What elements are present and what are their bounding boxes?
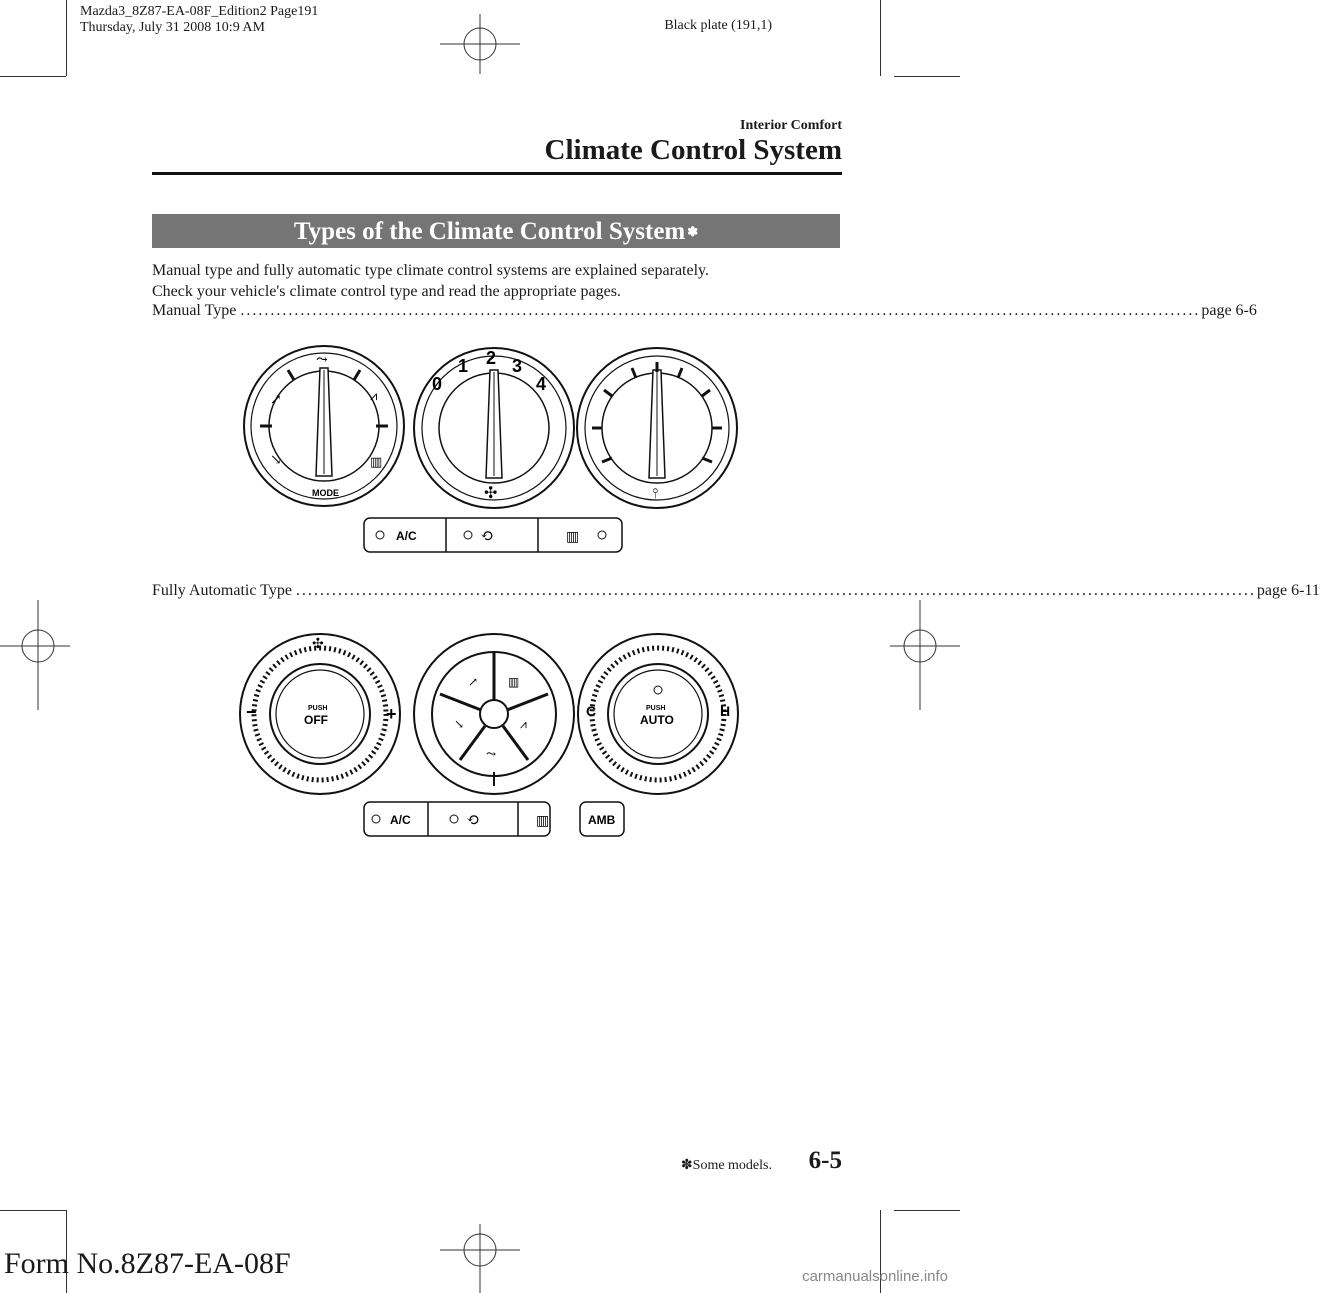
cold-label: C	[586, 703, 597, 719]
form-number: Form No.8Z87-EA-08F	[4, 1247, 291, 1280]
manual-climate-panel-figure	[240, 346, 659, 560]
toc-entry-label: Fully Automatic Type	[152, 582, 292, 599]
crop-mark	[894, 76, 960, 77]
toc-entry-page: page 6-11	[1256, 582, 1320, 599]
off-label: OFF	[304, 713, 328, 727]
registration-mark-top	[440, 14, 520, 94]
decrease-label: −	[246, 702, 257, 722]
toc-entry-label: Manual Type	[152, 302, 237, 319]
amb-button-label: AMB	[588, 813, 616, 827]
face-vent-icon: ↗	[468, 675, 479, 689]
fan-speed-3: 3	[512, 356, 523, 376]
plate-label: Black plate (191,1)	[664, 18, 772, 33]
manual-button-strip	[364, 518, 622, 552]
section-title: Interior Comfort	[740, 118, 842, 133]
footnote-text: Some models.	[692, 1158, 772, 1173]
auto-label: AUTO	[640, 713, 674, 727]
crop-mark	[880, 0, 881, 76]
toc-entry-manual	[152, 302, 1257, 320]
intro-line-2: Check your vehicle's climate control type and read the appropriate pages.	[152, 283, 621, 300]
print-file-line: Mazda3_8Z87-EA-08F_Edition2 Page191	[80, 4, 319, 19]
registration-mark-bottom	[440, 1220, 520, 1293]
heading-banner	[152, 214, 840, 248]
push-label: PUSH	[308, 705, 328, 712]
fan-icon: ✣	[312, 637, 324, 652]
chapter-title: Climate Control System	[544, 134, 842, 166]
rear-defrost-icon: ▥	[536, 814, 550, 829]
intro-line-1: Manual type and fully automatic type climate control systems are explained separately.	[152, 262, 709, 279]
mode-dial	[244, 346, 404, 506]
ac-button-label: A/C	[396, 529, 417, 543]
toc-entry-page: page 6-6	[1201, 302, 1257, 319]
toc-entry-auto	[152, 582, 1320, 600]
leader-dots	[296, 582, 1253, 600]
recirculate-icon: ⟲	[480, 528, 494, 545]
mode-selector-dial	[414, 634, 574, 794]
leader-dots	[240, 302, 1197, 320]
footnote-mark: ✽	[680, 1158, 693, 1173]
watermark: carmanualsonline.info	[802, 1268, 948, 1285]
intro-paragraph	[152, 260, 840, 302]
fan-speed-2: 2	[486, 348, 497, 368]
temperature-control-dial	[578, 634, 738, 794]
vent-icon: ↗	[270, 393, 282, 408]
auto-button-strip	[364, 802, 624, 836]
fan-control-dial	[240, 634, 400, 794]
thermometer-icon: ⫯	[652, 487, 659, 502]
floor-icon: ⤳	[486, 747, 497, 761]
floor-defrost-icon: ⩘	[520, 717, 527, 731]
auto-climate-panel-figure	[240, 630, 731, 840]
print-date-line: Thursday, July 31 2008 10:9 AM	[80, 20, 265, 35]
defrost-icon: ▥	[370, 454, 383, 469]
push-label: PUSH	[646, 705, 666, 712]
bilevel-icon: ↘	[454, 717, 465, 731]
fan-speed-0: 0	[432, 374, 443, 394]
crop-mark	[0, 76, 66, 77]
temperature-dial	[577, 348, 737, 508]
mode-label: MODE	[312, 488, 339, 498]
recirculate-icon: ⟲	[466, 812, 480, 829]
bilevel-icon: ⤳	[316, 353, 328, 368]
hot-label: H	[720, 703, 731, 719]
floor-icon: ↘	[270, 453, 282, 468]
windshield-icon: ▥	[508, 675, 520, 689]
footnote	[681, 1157, 772, 1174]
rear-defrost-icon: ▥	[566, 530, 580, 545]
page-number: 6-5	[808, 1147, 842, 1174]
fan-speed-4: 4	[536, 374, 547, 394]
crop-mark	[0, 1210, 66, 1211]
print-metadata	[80, 4, 318, 36]
crop-mark	[894, 1210, 960, 1211]
header-rule	[152, 172, 842, 175]
fan-icon: ✣	[484, 485, 498, 502]
ac-button-label: A/C	[390, 813, 411, 827]
registration-mark-right	[890, 600, 960, 710]
fan-speed-1: 1	[458, 356, 469, 376]
fan-speed-dial	[414, 348, 574, 508]
floor-defrost-icon: ⩘	[370, 388, 378, 403]
registration-mark-left	[0, 600, 70, 710]
crop-mark	[66, 0, 67, 76]
asterisk-mark: ✽	[687, 224, 699, 239]
heading-title: Types of the Climate Control System	[293, 218, 686, 245]
increase-label: +	[386, 704, 397, 724]
